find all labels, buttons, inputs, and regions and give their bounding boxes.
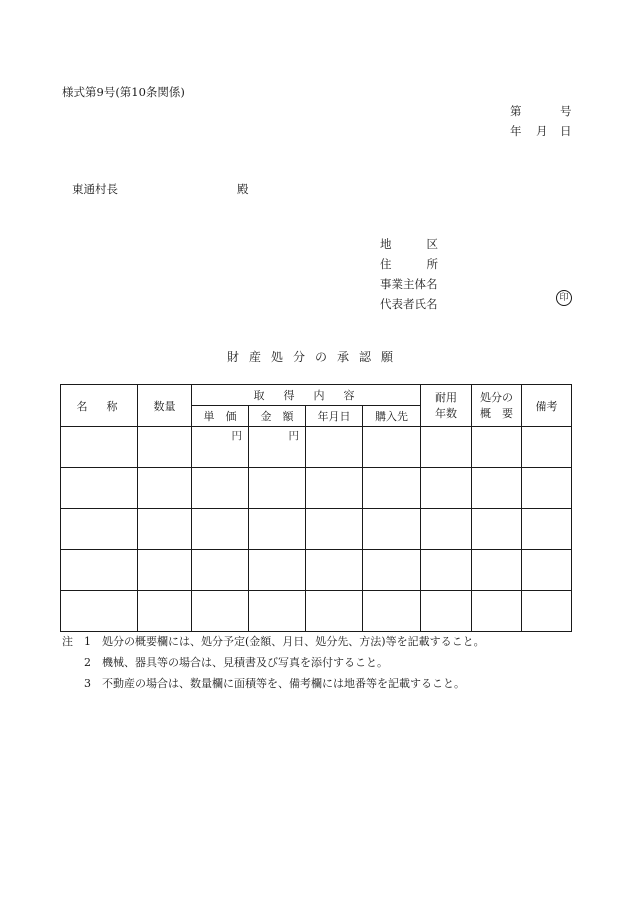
addressee-honorific: 殿 (237, 182, 249, 196)
table-row (61, 509, 572, 550)
table-row (61, 550, 572, 591)
address-label: 住 所 (380, 257, 438, 271)
note-item: 3 不動産の場合は、数量欄に面積等を、備考欄には地番等を記載すること。 (84, 677, 465, 690)
notes (62, 631, 582, 694)
date-month: 月 (536, 124, 548, 138)
representative-label: 代表者氏名 (380, 297, 438, 311)
applicant-block (380, 234, 480, 314)
unit-yen: 円 (288, 429, 299, 442)
date-day: 日 (560, 124, 572, 138)
header-amount: 金 額 (249, 406, 306, 427)
header-disposal: 処分の概 要 (472, 385, 522, 427)
district-label: 地 区 (380, 237, 438, 251)
table-row (61, 468, 572, 509)
document-title: 財産処分の承認願 (226, 350, 403, 364)
addressee-name: 東通村長 (72, 182, 118, 196)
date-year: 年 (510, 124, 522, 138)
table-row (61, 427, 572, 468)
note-item: 2 機械、器具等の場合は、見積書及び写真を添付すること。 (84, 656, 388, 669)
property-table (60, 384, 572, 632)
note-item: 注 1 処分の概要欄には、処分予定(金額、月日、処分先、方法)等を記載すること。 (62, 631, 582, 652)
form-code: 様式第9号(第10条関係) (62, 85, 185, 99)
entity-label: 事業主体名 (380, 277, 438, 291)
header-useful-life: 耐用年数 (421, 385, 472, 427)
header-name: 名 称 (61, 385, 138, 427)
number-prefix: 第 (510, 104, 522, 118)
table-row (61, 591, 572, 632)
seal-mark: 印 (556, 290, 572, 306)
number-suffix: 号 (560, 104, 572, 118)
notes-lead: 注 (62, 635, 73, 648)
header-acquisition: 取 得 内 容 (192, 385, 421, 406)
header-vendor: 購入先 (363, 406, 421, 427)
header-remarks: 備考 (522, 385, 572, 427)
header-quantity: 数量 (138, 385, 192, 427)
header-unit-price: 単 価 (192, 406, 249, 427)
header-date: 年月日 (306, 406, 363, 427)
unit-yen: 円 (231, 429, 242, 442)
